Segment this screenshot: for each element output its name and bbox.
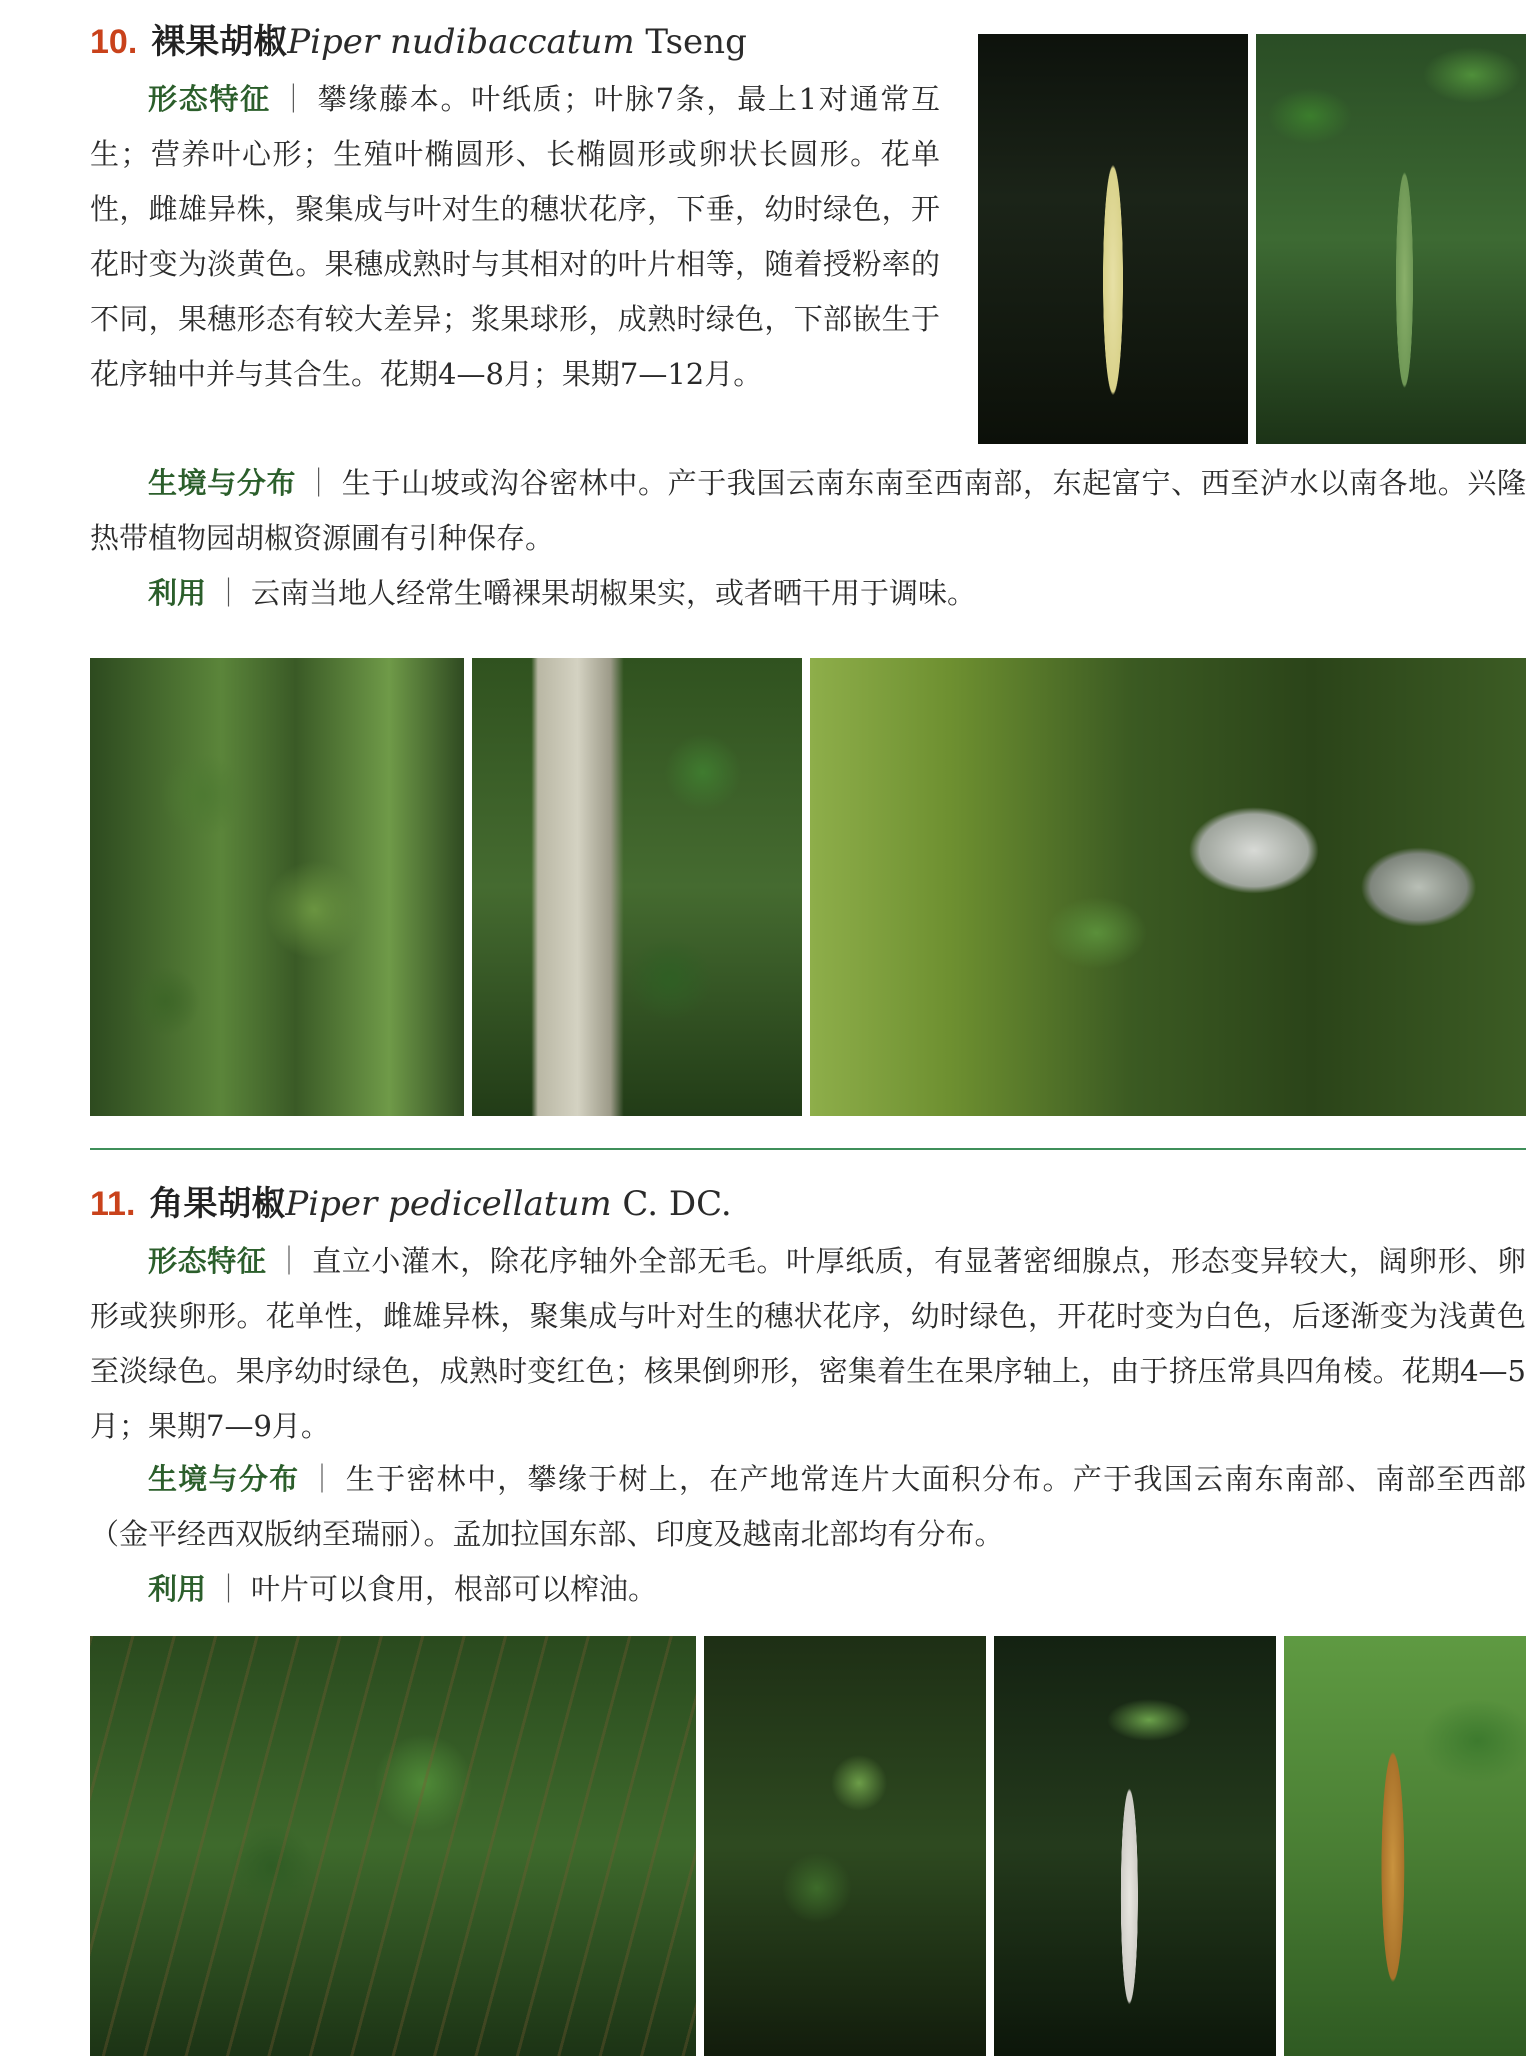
use-label: 利用 xyxy=(148,576,207,610)
forest-vine-photo xyxy=(90,658,464,1116)
separator: ｜ xyxy=(278,82,310,116)
ripe-spike-photo xyxy=(1284,1636,1526,2056)
separator: ｜ xyxy=(304,466,334,500)
entry-number: 10. xyxy=(90,23,138,61)
chinese-name: 裸果胡椒 xyxy=(151,22,288,62)
use-paragraph xyxy=(90,566,1526,621)
spike-yellow-photo xyxy=(978,34,1248,444)
habitat-text: 生于山坡或沟谷密林中。产于我国云南东南至西南部，东起富宁、西至泸水以南各地。兴隆热带植物园胡椒资源圃有引种保存。 xyxy=(90,466,1526,555)
habitat-label: 生境与分布 xyxy=(148,1462,300,1496)
entry-11-heading xyxy=(90,1184,732,1224)
habitat-paragraph xyxy=(90,1452,1526,1562)
use-paragraph xyxy=(90,1562,1526,1617)
habitat-paragraph xyxy=(90,456,1526,566)
leaves-closeup-photo xyxy=(810,658,1526,1116)
entry-number: 11. xyxy=(90,1185,136,1223)
morphology-label: 形态特征 xyxy=(148,82,271,116)
shrub-habitat-photo xyxy=(90,1636,696,2056)
morphology-paragraph xyxy=(90,1234,1526,1454)
use-label: 利用 xyxy=(148,1572,207,1606)
separator: ｜ xyxy=(214,576,244,610)
habitat-text: 生于密林中，攀缘于树上，在产地常连片大面积分布。产于我国云南东南部、南部至西部（金平经西双版纳至瑞丽）。孟加拉国东部、印度及越南北部均有分布。 xyxy=(90,1462,1526,1551)
use-text: 叶片可以食用，根部可以榨油。 xyxy=(251,1572,658,1606)
white-spike-photo xyxy=(994,1636,1276,2056)
morphology-text: 攀缘藤本。叶纸质；叶脉7条，最上1对通常互生；营养叶心形；生殖叶椭圆形、长椭圆形或卵状长圆形。花单性，雌雄异株，聚集成与叶对生的穗状花序，下垂，幼时绿色，开花时变为淡黄色。果穗成熟时与其相对的叶片相等，随着授粉率的不同，果穗形态有较大差异；浆果球形，成熟时绿色，下部嵌生于花序轴中并与其合生。花期4—8月；果期7—12月。 xyxy=(90,82,940,391)
separator: ｜ xyxy=(307,1462,338,1496)
spike-green-photo xyxy=(1256,34,1526,444)
morphology-text: 直立小灌木，除花序轴外全部无毛。叶厚纸质，有显著密细腺点，形态变异较大，阔卵形、卵形或狭卵形。花单性，雌雄异株，聚集成与叶对生的穗状花序，幼时绿色，开花时变为白色，后逐渐变为浅黄色至淡绿色。果序幼时绿色，成熟时变红色；核果倒卵形，密集着生在果序轴上，由于挤压常具四角棱。花期4—5月；果期7—9月。 xyxy=(90,1244,1526,1443)
separator: ｜ xyxy=(214,1572,244,1606)
entry-10-heading xyxy=(90,22,747,62)
latin-name: Piper nudibaccatum xyxy=(287,22,635,62)
chinese-name: 角果胡椒 xyxy=(149,1184,286,1224)
use-text: 云南当地人经常生嚼裸果胡椒果实，或者晒干用于调味。 xyxy=(251,576,977,610)
section-divider xyxy=(90,1148,1526,1150)
tree-trunk-vine-photo xyxy=(472,658,802,1116)
author-name: Tseng xyxy=(634,22,747,62)
habitat-label: 生境与分布 xyxy=(148,466,297,500)
author-name: C. DC. xyxy=(611,1184,732,1224)
shrub-closeup-photo xyxy=(704,1636,986,2056)
separator: ｜ xyxy=(274,1244,305,1278)
morphology-paragraph xyxy=(90,72,940,402)
latin-name: Piper pedicellatum xyxy=(285,1184,612,1224)
morphology-label: 形态特征 xyxy=(148,1244,267,1278)
